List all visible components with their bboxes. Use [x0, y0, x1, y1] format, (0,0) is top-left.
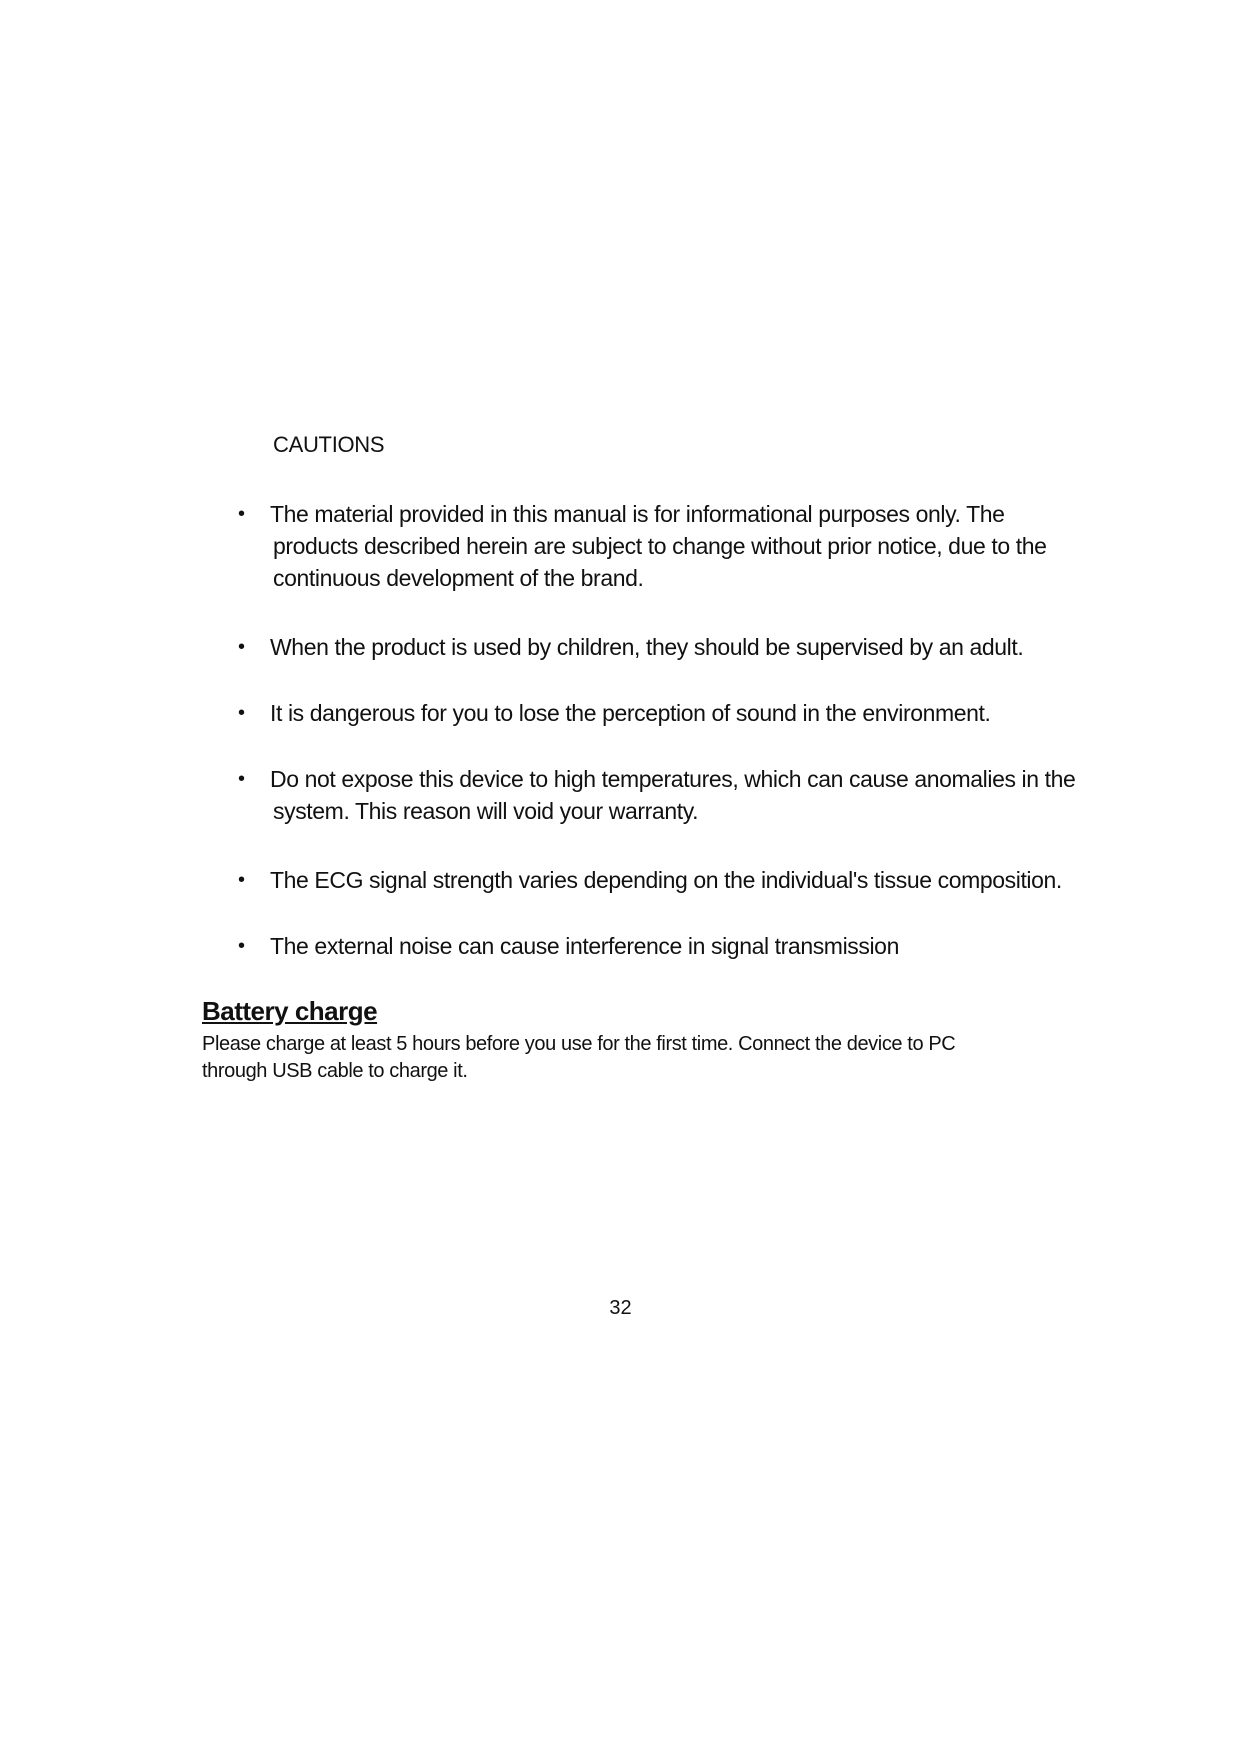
- caution-item-3: [238, 697, 1110, 729]
- bullet-icon: •: [238, 869, 245, 891]
- caution-text: It is dangerous for you to lose the perception of sound in the environment.: [270, 700, 991, 726]
- caution-item-4: [238, 763, 1110, 827]
- caution-text: The ECG signal strength varies depending on the individual's tissue composition.: [270, 867, 1062, 893]
- caution-item-5: [238, 864, 1130, 896]
- cautions-heading: CAUTIONS: [273, 432, 385, 457]
- page-number: 32: [609, 1297, 632, 1319]
- bullet-icon: •: [238, 503, 245, 525]
- caution-text: The material provided in this manual is for informational purposes only. The products described herein are subject to change without prior notice, due to the continuous development of the brand.: [270, 501, 1047, 591]
- caution-item-1: [238, 498, 1070, 594]
- bullet-icon: •: [238, 935, 245, 957]
- battery-charge-heading: Battery charge: [202, 996, 378, 1026]
- caution-text: Do not expose this device to high temperatures, which can cause anomalies in the system. This reason will void your warranty.: [270, 766, 1076, 824]
- battery-charge-text: Please charge at least 5 hours before you use for the first time. Connect the device to PC through USB cable to charge it.: [202, 1033, 956, 1082]
- caution-text: The external noise can cause interference in signal transmission: [270, 933, 899, 959]
- bullet-icon: •: [238, 768, 245, 790]
- bullet-icon: •: [238, 702, 245, 724]
- caution-text: When the product is used by children, they should be supervised by an adult.: [270, 634, 1024, 660]
- caution-item-6: [238, 930, 1110, 962]
- bullet-icon: •: [238, 636, 245, 658]
- caution-item-2: [238, 631, 1110, 663]
